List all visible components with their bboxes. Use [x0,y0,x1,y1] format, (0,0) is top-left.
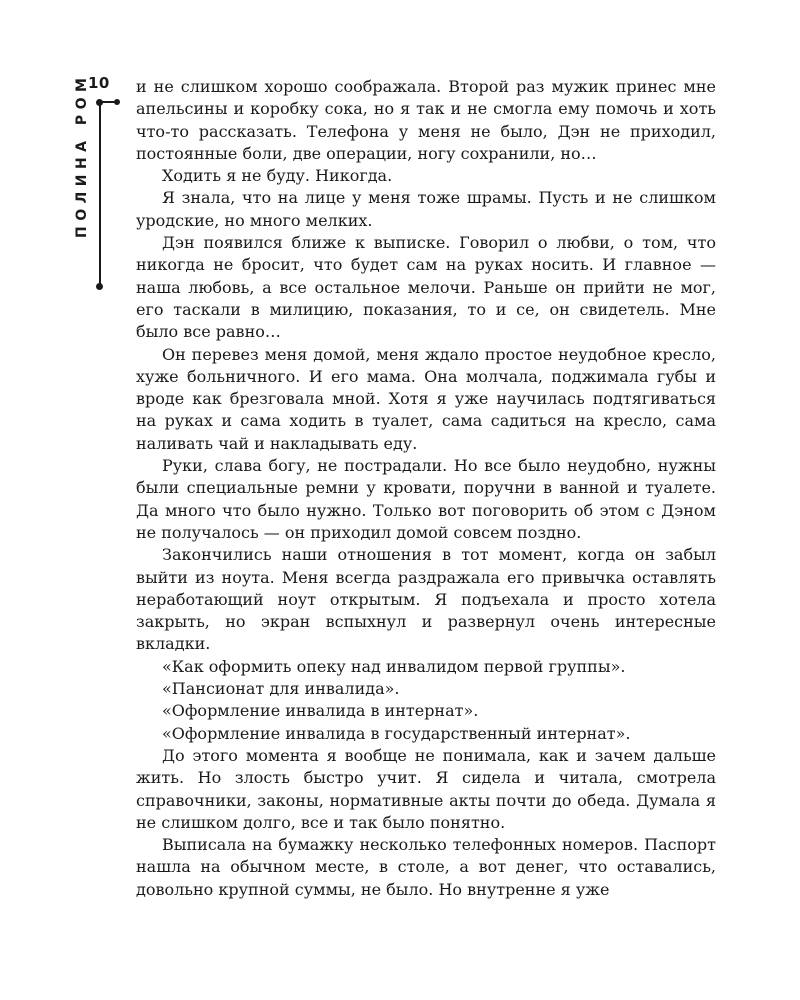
page-number: 10 [88,74,110,92]
running-head-author: ПОЛИНА РОМ [74,72,90,238]
paragraph: «Пансионат для инвалида». [162,679,400,699]
paragraph: Руки, слава богу, не пострадали. Но все было неудобно, нужны были специальные ремни у кровати, поручни в ванной и туалете. Да много что было нужно. Только вот поговорить об этом с Дэном не получалось — он приходил домой совсем поздно. [136,456,716,542]
paragraph: «Оформление инвалида в интернат». [162,701,479,721]
paragraph: Ходить я не буду. Никогда. [162,166,393,186]
paragraph: «Оформление инвалида в государственный интернат». [162,723,631,743]
paragraph: и не слишком хорошо соображала. Второй раз мужик принес мне апельсины и коробку сока, но я так и не смогла ему помочь и хоть что-то рассказать. Телефона у меня не было, Дэн не приходил, постоянные боли, две операции, ногу сохранили, но… [136,77,716,163]
rule-dot-tick [114,99,120,105]
paragraph: «Как оформить опеку над инвалидом первой группы». [162,656,626,676]
paragraph: Закончились наши отношения в тот момент, когда он забыл выйти из ноута. Меня всегда раздражала его привычка оставлять неработающий ноут открытым. Я подъехала и просто хотела закрыть, но экран вспыхнул и развернул очень интересные вкладки. [136,545,716,654]
margin-rule [99,102,101,286]
rule-dot-bottom [96,283,103,290]
body-text [136,76,716,901]
rule-dot-top [96,99,103,106]
paragraph: До этого момента я вообще не понимала, как и зачем дальше жить. Но злость быстро учит. Я сидела и читала, смотрела справочники, законы, нормативные акты почти до обеда. Думала я не слишком долго, все и так было понятно. [136,745,716,832]
paragraph: Он перевез меня домой, меня ждало простое неудобное кресло, хуже больничного. И его мама. Она молчала, поджимала губы и вроде как брезговала мной. Хотя я уже научилась подтягиваться на руках и сама ходить в туалет, сама садиться на кресло, сама наливать чай и накладывать еду. [136,344,716,453]
paragraph: Я знала, что на лице у меня тоже шрамы. Пусть и не слишком уродские, но много мелких. [136,188,716,230]
paragraph: Выписала на бумажку несколько телефонных номеров. Паспорт нашла на обычном месте, в столе, а вот денег, что оставались, довольно крупной суммы, не было. Но внутренне я уже [136,835,716,899]
paragraph: Дэн появился ближе к выписке. Говорил о любви, о том, что никогда не бросит, что будет сам на руках носить. И главное — наша любовь, а все остальное мелочи. Раньше он прийти не мог, его таскали в милицию, показания, то и се, он свидетель. Мне было все равно… [136,233,716,342]
